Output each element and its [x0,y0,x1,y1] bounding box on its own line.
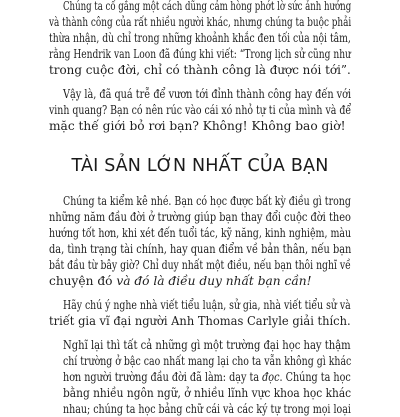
paragraph-1-line-4: rằng Hendrik van Loon đã đúng khi viết: “Trong lịch sử cũng như [49,47,351,61]
paragraph-4-line-2: triết gia vĩ đại người Anh Thomas Carlyle giải thích. [49,314,351,328]
paragraph-3-line-6 [49,274,312,289]
paragraph-3-line-4: da, tình trạng tài chính, hay quan điểm về bản thân, nếu bạn [49,242,352,256]
paragraph-5-emphasis: đọc [262,370,280,384]
paragraph-5-line-3-text: hơn người trường đầu đời đã làm: dạy ta [63,370,263,384]
section-heading: TÀI SẢN LỚN NHẤT CỦA BẠN [71,156,329,176]
paragraph-5-line-2: chí trường ở bậc cao nhất mang lại cho ta vẫn không gì khác [63,354,352,368]
paragraph-5-line-3 [63,370,351,385]
paragraph-2-line-3: mặc thế giới bỏ rơi bạn? Không! Không bao giờ! [49,119,346,133]
paragraph-5-line-5: nhau; chúng ta học bảng chữ cái và các ký tự trong mọi loại [63,402,351,416]
paragraph-3-line-6-text: chuyện đó [49,274,117,288]
paragraph-3-emphasis: và đó là điều duy nhất bạn cần! [116,274,312,288]
paragraph-3-line-1: Chúng ta kiểm kê nhé. Bạn có học được bất kỳ điều gì trong [63,194,351,208]
paragraph-1-line-2: và thành công của rất nhiều người khác, nhưng chúng ta buộc phải [49,15,352,29]
paragraph-1-line-1: Chúng ta cố gắng một cách dũng cảm hòng phớt lờ sức ảnh hưởng [63,0,352,13]
paragraph-1-line-3: thừa nhận, dù chỉ trong những khoảnh khắc đen tối của nội tâm, [49,31,351,45]
paragraph-4-line-1: Hãy chú ý nghe nhà viết tiểu luận, sử gia, nhà viết tiểu sử và [63,298,351,312]
paragraph-5-line-1: Nghĩ lại thì tất cả những gì một trường đại học hay thậm [63,338,351,352]
paragraph-5-line-3-suffix: . Chúng ta học [279,370,351,384]
paragraph-3-line-3: hướng tốt hơn, khi xét đến tuổi tác, kỹ năng, kinh nghiệm, màu [49,226,352,240]
paragraph-3-line-5: bắt đầu từ bây giờ? Chỉ duy nhất một điều, nếu bạn thôi nghĩ về [49,258,351,272]
paragraph-2-line-2: vinh quang? Bạn có nên rúc vào cái xó nhỏ tự ti của mình và để [49,103,352,117]
paragraph-3-line-2: những năm đầu đời ở trường giúp bạn thay đổi cuộc đời theo [49,210,351,224]
paragraph-5-line-4: bằng nhiều ngôn ngữ, ở nhiều lĩnh vực khoa học khác [63,386,352,400]
paragraph-1-line-5: trong cuộc đời, chỉ có thành công là được nói tới”. [49,63,351,77]
paragraph-2-line-1: Vậy là, đã quá trễ để vươn tới đỉnh thành công hay đến với [63,87,352,101]
